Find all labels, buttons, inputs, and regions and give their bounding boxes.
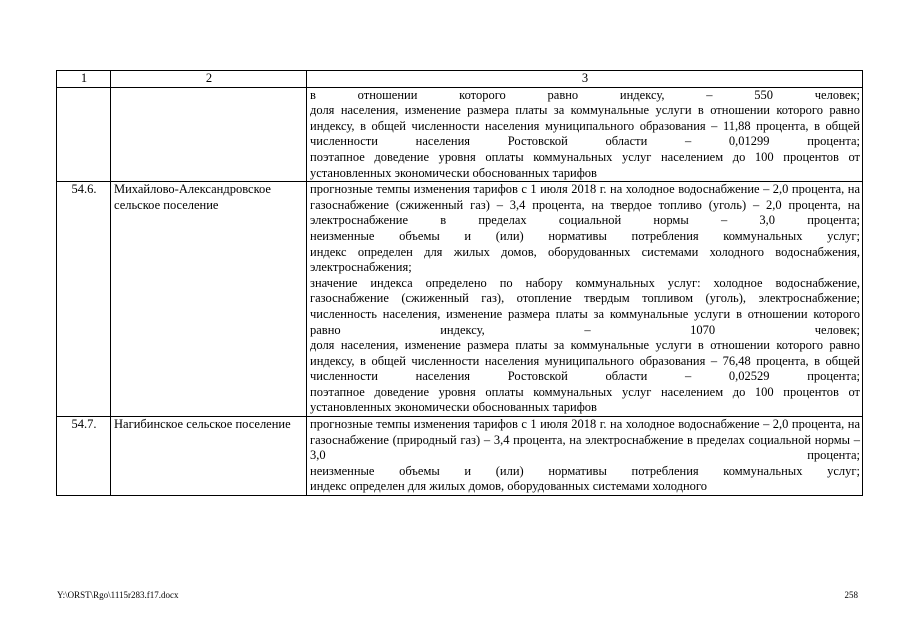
table-row <box>57 417 863 496</box>
footer-file-path: Y:\ORST\Rgo\1115r283.f17.docx <box>57 590 179 600</box>
condition-paragraph: индекс определен для жилых домов, оборудованных системами холодного водоснабжения, электроснабжения; <box>310 244 860 275</box>
condition-paragraph: доля населения, изменение размера платы за коммунальные услуги в отношении которого равно индексу, в общей численности населения муниципального образования – 11,88 процента, в общей численности населения Ростовской области – 0,01299 процента; <box>310 103 860 149</box>
condition-paragraph: численность населения, изменение размера платы за коммунальные услуги в отношении которого равно индексу, – 1070 человек; <box>310 306 860 337</box>
condition-paragraph: доля населения, изменение размера платы за коммунальные услуги в отношении которого равно индексу, в общей численности населения муниципального образования – 76,48 процента, в общей численности населения Ростовской области – 0,02529 процента; <box>310 338 860 384</box>
condition-paragraph: значение индекса определено по набору коммунальных услуг: холодное водоснабжение, газоснабжение (сжиженный газ), отопление твердым топливом (уголь), электроснабжение; <box>310 275 860 306</box>
settlement-name <box>111 87 307 182</box>
condition-paragraph: неизменные объемы и (или) нормативы потребления коммунальных услуг; <box>310 228 860 243</box>
settlement-name: Михайлово-Александровское сельское поселение <box>111 182 307 417</box>
condition-paragraph: прогнозные темпы изменения тарифов с 1 июля 2018 г. на холодное водоснабжение – 2,0 процента, на газоснабжение (сжиженный газ) – 3,4 процента, на твердое топливо (уголь) – 2,0 процента, на электроснабжение в пределах социальной нормы – 3,0 процента; <box>310 182 860 228</box>
condition-paragraph: поэтапное доведение уровня оплаты коммунальных услуг населением до 100 процентов от установленных экономически обоснованных тарифов <box>310 384 860 415</box>
conditions-cell <box>307 417 863 496</box>
condition-paragraph: неизменные объемы и (или) нормативы потребления коммунальных услуг; <box>310 463 860 478</box>
footer-page-number: 258 <box>844 590 858 600</box>
table-row <box>57 87 863 182</box>
conditions-cell <box>307 87 863 182</box>
row-number: 54.7. <box>57 417 111 496</box>
conditions-cell <box>307 182 863 417</box>
tariff-table <box>56 70 863 496</box>
header-col-2: 2 <box>111 71 307 88</box>
table-row <box>57 182 863 417</box>
condition-paragraph: поэтапное доведение уровня оплаты коммунальных услуг населением до 100 процентов от установленных экономически обоснованных тарифов <box>310 149 860 180</box>
row-number: 54.6. <box>57 182 111 417</box>
header-row <box>57 71 863 88</box>
condition-paragraph: прогнозные темпы изменения тарифов с 1 июля 2018 г. на холодное водоснабжение – 2,0 процента, на газоснабжение (природный газ) – 3,4 процента, на электроснабжение в пределах социальной нормы – 3,0 процента; <box>310 417 860 463</box>
header-col-1: 1 <box>57 71 111 88</box>
settlement-name: Нагибинское сельское поселение <box>111 417 307 496</box>
condition-paragraph: в отношении которого равно индексу, – 550 человек; <box>310 87 860 102</box>
row-number <box>57 87 111 182</box>
table-body <box>57 71 863 496</box>
header-col-3: 3 <box>307 71 863 88</box>
condition-paragraph: индекс определен для жилых домов, оборудованных системами холодного <box>310 479 707 494</box>
